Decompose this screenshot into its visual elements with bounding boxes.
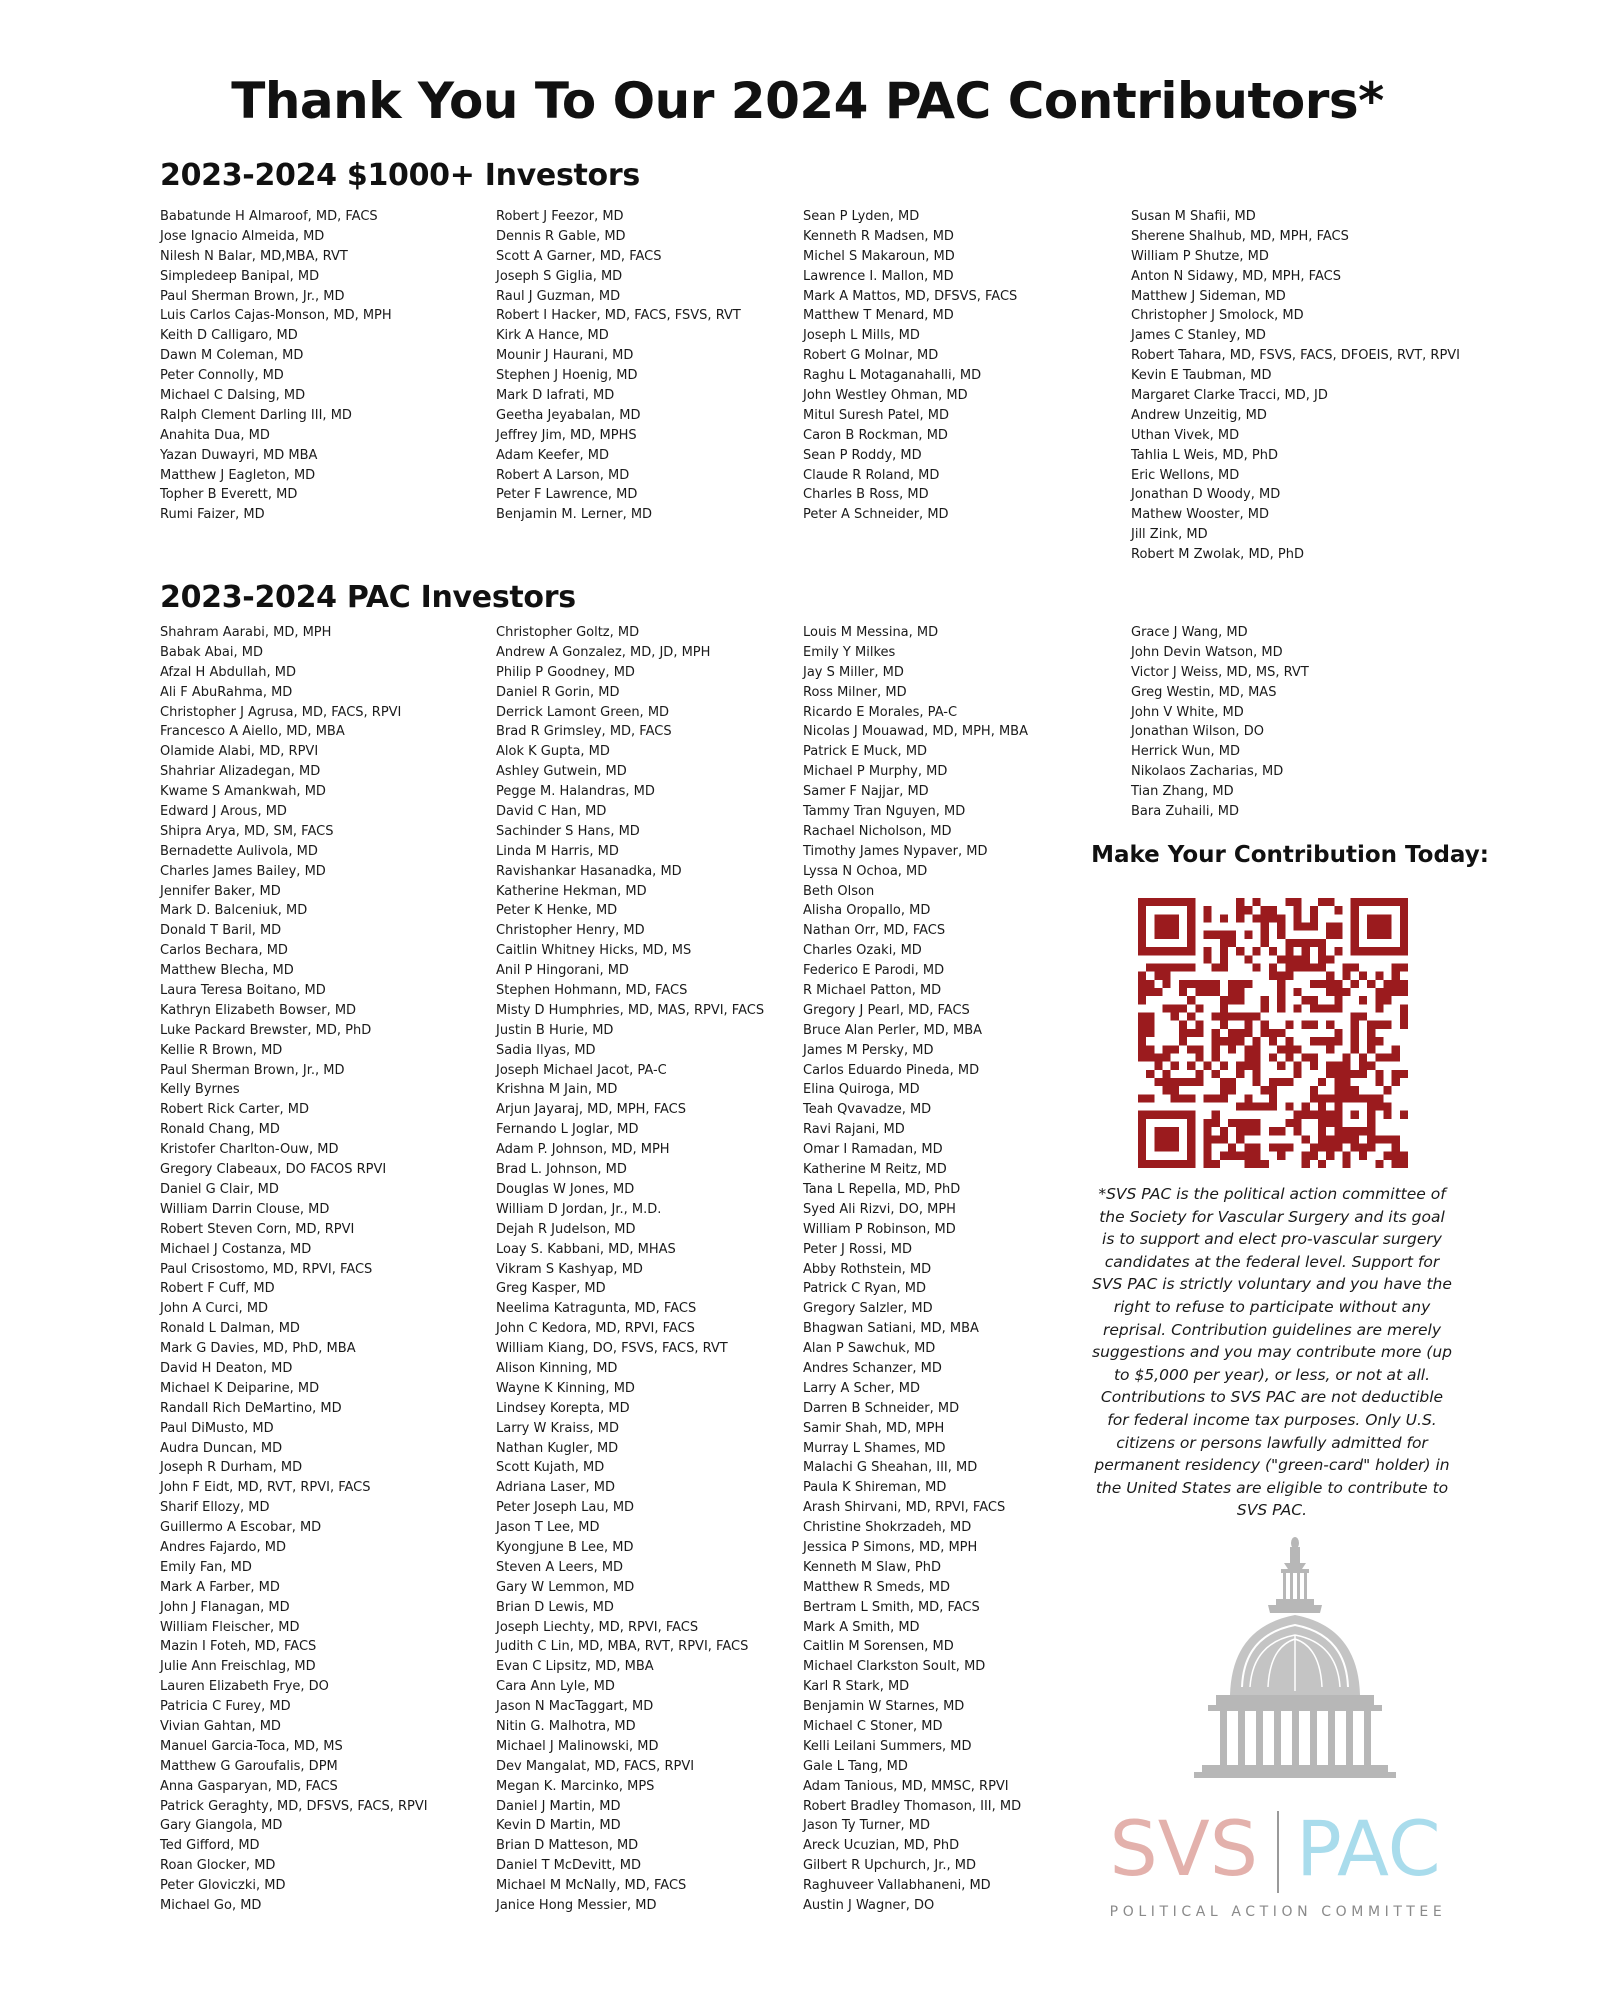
contributor-name: Gary Giangola, MD (160, 1818, 283, 1834)
contributor-name: Jonathan Wilson, DO (1131, 724, 1264, 740)
contributor-name: John Devin Watson, MD (1131, 644, 1283, 660)
contributor-name: Nilesh N Balar, MD,MBA, RVT (160, 248, 348, 264)
contributor-name: Lauren Elizabeth Frye, DO (160, 1679, 329, 1695)
contributor-name: Steven A Leers, MD (496, 1559, 624, 1575)
pac-disclaimer: *SVS PAC is the political action committee of the Society for Vascular Surgery and its goal is to support and elect pro-vascular surgery candidates at the federal level. Support for SVS PAC is strictly voluntary and you have the right to refuse to participate without any reprisal. Contribution guidelines are merely suggestions and you may contribute more (up to $5,000 per year), or less, or not at all. Contributions to SVS PAC are not deductible for federal income tax purposes. Only U.S. citizens or persons lawfully admitted for permanent residency ("green-card" holder) in the United States are eligible to contribute to SVS PAC. (1092, 1185, 1452, 1520)
contributor-name: Gregory J Pearl, MD, FACS (803, 1002, 970, 1018)
contributor-name: Samir Shah, MD, MPH (803, 1420, 945, 1436)
contributor-name: Jonathan D Woody, MD (1131, 487, 1281, 503)
contributor-name: Krishna M Jain, MD (496, 1082, 618, 1098)
section-heading-1000-investors: 2023-2024 $1000+ Investors (160, 158, 640, 193)
contributor-name: Michael Clarkston Soult, MD (803, 1659, 986, 1675)
contributor-name: Matthew R Smeds, MD (803, 1579, 950, 1595)
contributor-name: Arash Shirvani, MD, RPVI, FACS (803, 1500, 1006, 1516)
contributor-name: William Darrin Clouse, MD (160, 1201, 330, 1217)
contributor-name: Andrew A Gonzalez, MD, JD, MPH (496, 644, 711, 660)
contributor-name: Babatunde H Almaroof, MD, FACS (160, 209, 378, 224)
contributor-name: Christine Shokrzadeh, MD (803, 1520, 972, 1536)
contributor-name: Omar I Ramadan, MD (803, 1142, 943, 1158)
contributor-name: Austin J Wagner, DO (803, 1898, 935, 1913)
contributor-name: Grace J Wang, MD (1131, 625, 1248, 640)
contributor-name: Kyongjune B Lee, MD (496, 1539, 634, 1555)
contributor-name: Simpledeep Banipal, MD (160, 268, 320, 284)
contributor-name: Matthew G Garoufalis, DPM (160, 1758, 338, 1774)
contributor-name: Janice Hong Messier, MD (496, 1898, 657, 1913)
contributor-name: Jay S Miller, MD (803, 664, 904, 680)
contributor-name: Shipra Arya, MD, SM, FACS (160, 823, 334, 839)
contributor-name: Ravi Rajani, MD (803, 1122, 905, 1138)
contributor-name: Raghuveer Vallabhaneni, MD (803, 1878, 991, 1894)
contributor-name: Peter A Schneider, MD (803, 507, 949, 523)
contributor-name: Larry A Scher, MD (803, 1380, 920, 1396)
contributor-name: Adriana Laser, MD (496, 1480, 615, 1496)
contributor-name: Luis Carlos Cajas-Monson, MD, MPH (160, 308, 392, 324)
contributor-name: Philip P Goodney, MD (496, 664, 635, 680)
contributor-name: Carlos Bechara, MD (160, 943, 288, 959)
contributor-name: Sadia Ilyas, MD (496, 1042, 596, 1058)
contributor-name: Dennis R Gable, MD (496, 228, 626, 244)
contributor-name: Paul Sherman Brown, Jr., MD (160, 1062, 345, 1078)
contributor-name: Robert F Cuff, MD (160, 1281, 275, 1297)
contributor-name: Raul J Guzman, MD (496, 288, 621, 304)
contributor-name: Matthew Blecha, MD (160, 963, 294, 979)
contributor-name: Mark A Farber, MD (160, 1579, 280, 1595)
contribution-qr-code[interactable] (1138, 898, 1408, 1168)
contributor-name: Ali F AbuRahma, MD (160, 684, 293, 700)
contributor-name: Brian D Lewis, MD (496, 1599, 614, 1615)
contributor-name: Shahram Aarabi, MD, MPH (160, 625, 332, 640)
list-1000-col-1 (160, 207, 392, 525)
contributor-name: John A Curci, MD (160, 1301, 269, 1317)
contributor-name: Kevin D Martin, MD (496, 1818, 621, 1834)
contributor-name: Robert Tahara, MD, FSVS, FACS, DFOEIS, RVT, RPVI (1131, 348, 1461, 364)
contributor-name: William P Shutze, MD (1131, 248, 1269, 264)
contributor-name: Joseph Liechty, MD, RPVI, FACS (496, 1619, 699, 1635)
contributor-name: Jeffrey Jim, MD, MPHS (496, 427, 637, 443)
contributor-name: Kelly Byrnes (160, 1082, 240, 1098)
contributor-name: Kristofer Charlton-Ouw, MD (160, 1142, 339, 1158)
contributor-name: Wayne K Kinning, MD (496, 1380, 635, 1396)
contributor-name: Robert A Larson, MD (496, 467, 630, 483)
section-heading-pac-investors: 2023-2024 PAC Investors (160, 580, 576, 615)
contributor-name: Paul Sherman Brown, Jr., MD (160, 288, 345, 304)
contributor-name: Vikram S Kashyap, MD (496, 1261, 643, 1277)
contributor-name: Yazan Duwayri, MD MBA (160, 447, 318, 463)
list-pac-col-4 (1131, 623, 1309, 822)
contributor-name: Timothy James Nypaver, MD (803, 843, 988, 859)
contributor-name: Beth Olson (803, 883, 875, 899)
contribution-heading: Make Your Contribution Today: (1091, 842, 1489, 868)
contributor-name: Robert M Zwolak, MD, PhD (1131, 547, 1305, 563)
contributor-name: Patricia C Furey, MD (160, 1699, 291, 1715)
contributor-name: John V White, MD (1131, 704, 1244, 720)
contributor-name: Peter J Rossi, MD (803, 1241, 912, 1257)
contributor-name: Alan P Sawchuk, MD (803, 1341, 936, 1357)
contributor-name: Daniel G Clair, MD (160, 1181, 279, 1197)
contributor-name: Topher B Everett, MD (160, 487, 298, 503)
contributor-name: Emily Y Milkes (803, 644, 896, 660)
contributor-name: Kenneth M Slaw, PhD (803, 1559, 941, 1575)
contributor-name: Robert I Hacker, MD, FACS, FSVS, RVT (496, 308, 741, 324)
contributor-name: Adam Keefer, MD (496, 447, 609, 463)
contributor-name: Pegge M. Halandras, MD (496, 784, 655, 800)
contributor-name: Paul DiMusto, MD (160, 1420, 274, 1436)
contributor-name: Peter K Henke, MD (496, 903, 618, 919)
contributor-name: Matthew J Eagleton, MD (160, 467, 316, 483)
contributor-name: Jessica P Simons, MD, MPH (803, 1539, 978, 1555)
contributor-name: Peter Connolly, MD (160, 368, 284, 384)
contributor-name: Shahriar Alizadegan, MD (160, 764, 321, 780)
contributor-name: Raghu L Motaganahalli, MD (803, 368, 982, 384)
contributor-name: William Kiang, DO, FSVS, FACS, RVT (496, 1341, 728, 1357)
contributor-name: Roan Glocker, MD (160, 1858, 276, 1874)
contributor-name: Charles Ozaki, MD (803, 943, 922, 959)
contributor-name: Mark A Smith, MD (803, 1619, 920, 1635)
contributor-name: Bernadette Aulivola, MD (160, 843, 318, 859)
logo-pac-text: PAC (1296, 1805, 1441, 1893)
contributor-name: Caitlin Whitney Hicks, MD, MS (496, 943, 692, 959)
contributor-name: Scott Kujath, MD (496, 1460, 605, 1476)
contributor-name: Loay S. Kabbani, MD, MHAS (496, 1241, 676, 1257)
contributor-name: Michael J Malinowski, MD (496, 1738, 659, 1754)
contributor-name: Rumi Faizer, MD (160, 507, 265, 523)
contributor-name: Scott A Garner, MD, FACS (496, 248, 662, 264)
contributor-name: Mark D. Balceniuk, MD (160, 903, 308, 919)
contributor-name: Bara Zuhaili, MD (1131, 804, 1240, 820)
contributor-name: Ravishankar Hasanadka, MD (496, 863, 682, 879)
contributor-name: Robert Rick Carter, MD (160, 1102, 309, 1118)
list-1000-col-4 (1131, 207, 1460, 565)
contributor-name: Michael M McNally, MD, FACS (496, 1878, 687, 1894)
contributor-name: Kwame S Amankwah, MD (160, 784, 326, 800)
contributor-name: Greg Westin, MD, MAS (1131, 684, 1277, 700)
contributor-name: Mitul Suresh Patel, MD (803, 407, 950, 423)
contributor-name: Dejah R Judelson, MD (496, 1221, 636, 1237)
contributor-name: Mark D Iafrati, MD (496, 388, 615, 404)
contributor-name: Afzal H Abdullah, MD (160, 664, 297, 680)
logo-svs-text: SVS (1109, 1805, 1258, 1893)
contributor-name: Margaret Clarke Tracci, MD, JD (1131, 388, 1328, 404)
contributor-name: William P Robinson, MD (803, 1221, 956, 1237)
contributor-name: Neelima Katragunta, MD, FACS (496, 1301, 697, 1317)
contributor-name: Adam Tanious, MD, MMSC, RPVI (803, 1778, 1009, 1794)
contributor-name: Patrick Geraghty, MD, DFSVS, FACS, RPVI (160, 1798, 428, 1814)
contributor-name: Sachinder S Hans, MD (496, 823, 640, 839)
contributor-name: James M Persky, MD (803, 1042, 934, 1058)
contributor-name: Ross Milner, MD (803, 684, 907, 700)
contributor-name: Jason T Lee, MD (496, 1520, 600, 1536)
contributor-name: Victor J Weiss, MD, MS, RVT (1131, 664, 1309, 680)
contributor-name: Julie Ann Freischlag, MD (160, 1659, 316, 1675)
contributor-name: Francesco A Aiello, MD, MBA (160, 724, 345, 740)
contributor-name: Claude R Roland, MD (803, 467, 940, 483)
list-1000-col-2 (496, 207, 741, 525)
contributor-name: Paula K Shireman, MD (803, 1480, 947, 1496)
contributor-name: Brian D Matteson, MD (496, 1838, 639, 1854)
contributor-name: William D Jordan, Jr., M.D. (496, 1201, 662, 1217)
contributor-name: John C Kedora, MD, RPVI, FACS (496, 1321, 695, 1337)
contributor-name: Louis M Messina, MD (803, 625, 939, 640)
contributor-name: Brad R Grimsley, MD, FACS (496, 724, 672, 740)
contributor-name: John Westley Ohman, MD (803, 388, 968, 404)
contributor-name: Abby Rothstein, MD (803, 1261, 932, 1277)
contributor-name: Michael P Murphy, MD (803, 764, 948, 780)
contributor-name: Christopher J Smolock, MD (1131, 308, 1304, 324)
contributor-name: Ronald Chang, MD (160, 1122, 280, 1138)
contributor-name: Robert Steven Corn, MD, RPVI (160, 1221, 355, 1237)
contributor-name: Kevin E Taubman, MD (1131, 368, 1272, 384)
contributor-name: Jennifer Baker, MD (160, 883, 281, 899)
contributor-name: Murray L Shames, MD (803, 1440, 946, 1456)
contributor-name: Nathan Orr, MD, FACS (803, 923, 946, 939)
contributor-name: Gilbert R Upchurch, Jr., MD (803, 1858, 976, 1874)
contributor-name: David C Han, MD (496, 804, 607, 820)
contributor-name: Uthan Vivek, MD (1131, 427, 1240, 443)
contributor-name: Daniel T McDevitt, MD (496, 1858, 642, 1874)
contributor-name: Syed Ali Rizvi, DO, MPH (803, 1201, 956, 1217)
contributor-name: Robert Bradley Thomason, III, MD (803, 1798, 1022, 1814)
contributor-name: Matthew T Menard, MD (803, 308, 954, 324)
contributor-name: Sean P Roddy, MD (803, 447, 922, 463)
contributor-name: Kenneth R Madsen, MD (803, 228, 954, 244)
contributor-name: Mazin I Foteh, MD, FACS (160, 1639, 317, 1655)
contributor-name: Mathew Wooster, MD (1131, 507, 1269, 523)
contributor-name: Ted Gifford, MD (160, 1838, 260, 1854)
contributor-name: Bhagwan Satiani, MD, MBA (803, 1321, 979, 1337)
contributor-name: Sherene Shalhub, MD, MPH, FACS (1131, 228, 1349, 244)
list-pac-col-2 (496, 623, 764, 1916)
contributor-name: Darren B Schneider, MD (803, 1400, 960, 1416)
contributor-name: Arjun Jayaraj, MD, MPH, FACS (496, 1102, 686, 1118)
contributor-name: Gregory Salzler, MD (803, 1301, 933, 1317)
contributor-name: Dawn M Coleman, MD (160, 348, 304, 364)
contributor-name: Katherine M Reitz, MD (803, 1162, 947, 1178)
contributor-name: Michael C Stoner, MD (803, 1718, 943, 1734)
contributor-name: Guillermo A Escobar, MD (160, 1520, 322, 1536)
contributor-name: Randall Rich DeMartino, MD (160, 1400, 342, 1416)
contributor-name: Peter F Lawrence, MD (496, 487, 638, 503)
contributor-name: Bruce Alan Perler, MD, MBA (803, 1022, 983, 1038)
contributor-name: Christopher Goltz, MD (496, 625, 640, 640)
contributor-name: Lindsey Korepta, MD (496, 1400, 630, 1416)
svs-pac-logo (1098, 1805, 1458, 1925)
contributor-name: Jose Ignacio Almeida, MD (160, 228, 325, 244)
contributor-name: Alok K Gupta, MD (496, 744, 610, 760)
contributor-name: Michael J Costanza, MD (160, 1241, 312, 1257)
contributor-name: Laura Teresa Boitano, MD (160, 983, 326, 999)
contributor-name: Gary W Lemmon, MD (496, 1579, 635, 1595)
contributor-name: Ronald L Dalman, MD (160, 1321, 300, 1337)
contributor-name: Michael C Dalsing, MD (160, 388, 306, 404)
capitol-dome-icon (1180, 1535, 1410, 1810)
contributor-name: Edward J Arous, MD (160, 804, 287, 820)
contributor-name: Derrick Lamont Green, MD (496, 704, 670, 720)
contributor-name: Caitlin M Sorensen, MD (803, 1639, 954, 1655)
contributor-name: Dev Mangalat, MD, FACS, RPVI (496, 1758, 695, 1774)
contributor-name: Caron B Rockman, MD (803, 427, 948, 443)
contributor-name: Olamide Alabi, MD, RPVI (160, 744, 319, 760)
contributor-name: John J Flanagan, MD (160, 1599, 290, 1615)
contributor-name: Kirk A Hance, MD (496, 328, 609, 344)
contributor-name: Federico E Parodi, MD (803, 963, 945, 979)
contributor-name: Alisha Oropallo, MD (803, 903, 931, 919)
list-pac-col-3 (803, 623, 1028, 1916)
contributor-name: Elina Quiroga, MD (803, 1082, 920, 1098)
contributor-name: Vivian Gahtan, MD (160, 1718, 281, 1734)
contributor-name: Jason Ty Turner, MD (803, 1818, 931, 1834)
contributor-name: Tian Zhang, MD (1131, 784, 1234, 800)
contributor-name: Robert J Feezor, MD (496, 209, 624, 224)
contributor-name: Luke Packard Brewster, MD, PhD (160, 1022, 372, 1038)
contributor-name: Mounir J Haurani, MD (496, 348, 634, 364)
contributor-name: Nikolaos Zacharias, MD (1131, 764, 1284, 780)
contributor-name: Nicolas J Mouawad, MD, MPH, MBA (803, 724, 1028, 740)
contributor-name: Peter Joseph Lau, MD (496, 1500, 635, 1516)
contributor-name: Joseph L Mills, MD (803, 328, 920, 344)
contributor-name: Tana L Repella, MD, PhD (803, 1181, 961, 1197)
contributor-name: Babak Abai, MD (160, 644, 263, 660)
contributor-name: R Michael Patton, MD (803, 983, 942, 999)
contributor-name: Daniel J Martin, MD (496, 1798, 621, 1814)
contributor-name: Jill Zink, MD (1131, 527, 1208, 543)
contributor-name: Keith D Calligaro, MD (160, 328, 298, 344)
contributor-name: Patrick C Ryan, MD (803, 1281, 927, 1297)
contributor-name: Douglas W Jones, MD (496, 1181, 635, 1197)
contributor-name: Gale L Tang, MD (803, 1758, 908, 1774)
contributor-name: Judith C Lin, MD, MBA, RVT, RPVI, FACS (496, 1639, 749, 1655)
contributor-name: Carlos Eduardo Pineda, MD (803, 1062, 980, 1078)
contributor-name: Ricardo E Morales, PA-C (803, 704, 958, 720)
contributor-name: Matthew J Sideman, MD (1131, 288, 1286, 304)
contributor-name: David H Deaton, MD (160, 1360, 293, 1376)
contributor-name: Michael Go, MD (160, 1898, 262, 1913)
contributor-name: Fernando L Joglar, MD (496, 1122, 639, 1138)
contributor-name: Sean P Lyden, MD (803, 209, 920, 224)
contributor-name: Ashley Gutwein, MD (496, 764, 627, 780)
contributor-name: Mark G Davies, MD, PhD, MBA (160, 1341, 356, 1357)
contributor-name: Audra Duncan, MD (160, 1440, 283, 1456)
contributor-name: Geetha Jeyabalan, MD (496, 407, 641, 423)
contributor-name: Emily Fan, MD (160, 1559, 252, 1575)
contributor-name: Charles B Ross, MD (803, 487, 929, 503)
contributor-name: Evan C Lipsitz, MD, MBA (496, 1659, 654, 1675)
contributor-name: Christopher Henry, MD (496, 923, 645, 939)
contributor-name: Michael K Deiparine, MD (160, 1380, 320, 1396)
contributor-name: Megan K. Marcinko, MPS (496, 1778, 655, 1794)
contributor-name: Charles James Bailey, MD (160, 863, 326, 879)
contributor-name: Kathryn Elizabeth Bowser, MD (160, 1002, 357, 1018)
contributor-name: Herrick Wun, MD (1131, 744, 1241, 760)
contributor-name: Anil P Hingorani, MD (496, 963, 629, 979)
contributor-name: Larry W Kraiss, MD (496, 1420, 619, 1436)
contributor-name: Michel S Makaroun, MD (803, 248, 955, 264)
contributor-name: Stephen Hohmann, MD, FACS (496, 983, 688, 999)
contributor-name: Alison Kinning, MD (496, 1360, 618, 1376)
contributor-name: Kelli Leilani Summers, MD (803, 1738, 972, 1754)
contributor-name: Gregory Clabeaux, DO FACOS RPVI (160, 1162, 387, 1178)
contributor-name: Kellie R Brown, MD (160, 1042, 283, 1058)
contributor-name: Lawrence I. Mallon, MD (803, 268, 954, 284)
contributor-name: John F Eidt, MD, RVT, RPVI, FACS (160, 1480, 371, 1496)
contributor-name: Eric Wellons, MD (1131, 467, 1240, 483)
contributor-name: Misty D Humphries, MD, MAS, RPVI, FACS (496, 1002, 765, 1018)
list-pac-col-1 (160, 623, 428, 1916)
contributor-name: Bertram L Smith, MD, FACS (803, 1599, 980, 1615)
contributor-name: Teah Qvavadze, MD (803, 1102, 932, 1118)
contributor-name: Justin B Hurie, MD (496, 1022, 614, 1038)
contributor-name: Mark A Mattos, MD, DFSVS, FACS (803, 288, 1018, 304)
contributor-name: Paul Crisostomo, MD, RPVI, FACS (160, 1261, 373, 1277)
contributor-name: Samer F Najjar, MD (803, 784, 929, 800)
contributor-name: Nathan Kugler, MD (496, 1440, 619, 1456)
contributor-name: Susan M Shafii, MD (1131, 209, 1256, 224)
contributor-name: Greg Kasper, MD (496, 1281, 606, 1297)
contributor-name: Linda M Harris, MD (496, 843, 619, 859)
contributor-name: Cara Ann Lyle, MD (496, 1679, 615, 1695)
contributor-name: Nitin G. Malhotra, MD (496, 1718, 636, 1734)
contributor-name: Benjamin W Starnes, MD (803, 1699, 965, 1715)
contributor-name: Malachi G Sheahan, III, MD (803, 1460, 978, 1476)
contributor-name: Areck Ucuzian, MD, PhD (803, 1838, 960, 1854)
contributor-name: Rachael Nicholson, MD (803, 823, 952, 839)
contributor-name: Donald T Baril, MD (160, 923, 282, 939)
contributor-name: Tammy Tran Nguyen, MD (803, 804, 966, 820)
contributor-name: Karl R Stark, MD (803, 1679, 910, 1695)
page-title: Thank You To Our 2024 PAC Contributors* (231, 72, 1384, 130)
contributor-name: Peter Gloviczki, MD (160, 1878, 286, 1894)
contributor-name: Robert G Molnar, MD (803, 348, 939, 364)
contributor-name: Stephen J Hoenig, MD (496, 368, 638, 384)
contributor-name: Anahita Dua, MD (160, 427, 270, 443)
contributor-name: Andrew Unzeitig, MD (1131, 407, 1267, 423)
contributor-name: Sharif Ellozy, MD (160, 1500, 270, 1516)
contributor-name: Manuel Garcia-Toca, MD, MS (160, 1738, 343, 1754)
contributor-name: Anna Gasparyan, MD, FACS (160, 1778, 338, 1794)
contributor-name: Patrick E Muck, MD (803, 744, 928, 760)
contributor-name: Joseph R Durham, MD (160, 1460, 303, 1476)
contributor-name: Daniel R Gorin, MD (496, 684, 620, 700)
contributor-name: Christopher J Agrusa, MD, FACS, RPVI (160, 704, 402, 720)
list-1000-col-3 (803, 207, 1017, 525)
contributor-name: Lyssa N Ochoa, MD (803, 863, 928, 879)
contributor-name: Anton N Sidawy, MD, MPH, FACS (1131, 268, 1341, 284)
contributor-name: Joseph Michael Jacot, PA-C (496, 1062, 667, 1078)
contributor-name: Tahlia L Weis, MD, PhD (1131, 447, 1279, 463)
contributor-name: James C Stanley, MD (1131, 328, 1266, 344)
contributor-name: William Fleischer, MD (160, 1619, 300, 1635)
contributor-name: Joseph S Giglia, MD (496, 268, 623, 284)
contributor-name: Brad L. Johnson, MD (496, 1162, 627, 1178)
logo-tagline: POLITICAL ACTION COMMITTEE (1109, 1904, 1447, 1920)
contributor-name: Ralph Clement Darling III, MD (160, 407, 352, 423)
contributor-name: Jason N MacTaggart, MD (496, 1699, 654, 1715)
contributor-name: Benjamin M. Lerner, MD (496, 507, 653, 523)
contributor-name: Andres Schanzer, MD (803, 1360, 942, 1376)
contributor-name: Adam P. Johnson, MD, MPH (496, 1142, 670, 1158)
contributor-name: Katherine Hekman, MD (496, 883, 647, 899)
contributor-name: Andres Fajardo, MD (160, 1539, 286, 1555)
